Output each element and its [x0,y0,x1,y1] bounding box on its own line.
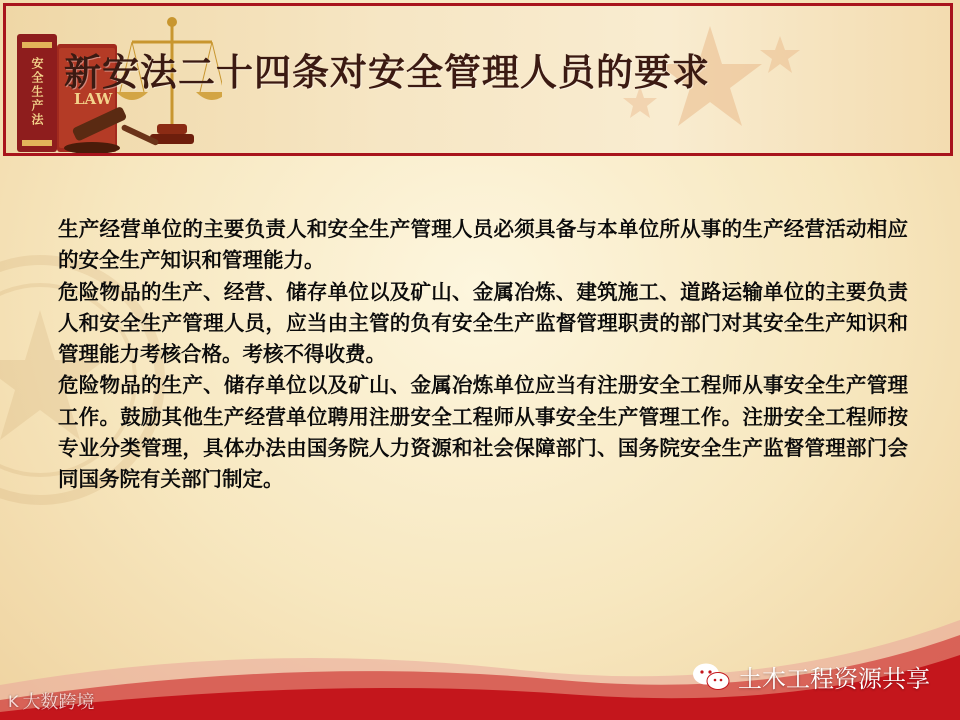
corner-brand-text: 大数跨境 [22,692,95,713]
corner-brand-watermark [8,688,95,714]
wechat-icon [692,662,730,692]
paragraph-2: 危险物品的生产、经营、储存单位以及矿山、金属冶炼、建筑施工、道路运输单位的主要负责人和安全生产管理人员，应当由主管的负有安全生产监督管理职责的部门对其安全生产知识和管理能力考核合格。考核不得收费。 [58,279,908,367]
wechat-account-mark [692,659,930,694]
corner-brand-logo: K [8,691,19,711]
paragraph-1: 生产经营单位的主要负责人和安全生产管理人员必须具备与本单位所从事的生产经营活动相应的安全生产知识和管理能力。 [58,217,908,273]
wechat-account-name: 土木工程资源共享 [738,665,930,693]
book-cover-label: LAW [74,90,113,108]
page-title: 新安法二十四条对安全管理人员的要求 [64,50,710,94]
paragraph-3: 危险物品的生产、储存单位以及矿山、金属冶炼单位应当有注册安全工程师从事安全生产管理工作。鼓励其他生产经营单位聘用注册安全工程师从事安全生产管理工作。注册安全工程师按专业分类管理，具体办法由国务院人力资源和社会保障部门、国务院安全生产监督管理部门会同国务院有关部门制定。 [58,373,908,492]
header-banner [3,3,953,156]
book-spine-label: 安全生产法 [30,57,44,127]
content-body [58,214,908,496]
